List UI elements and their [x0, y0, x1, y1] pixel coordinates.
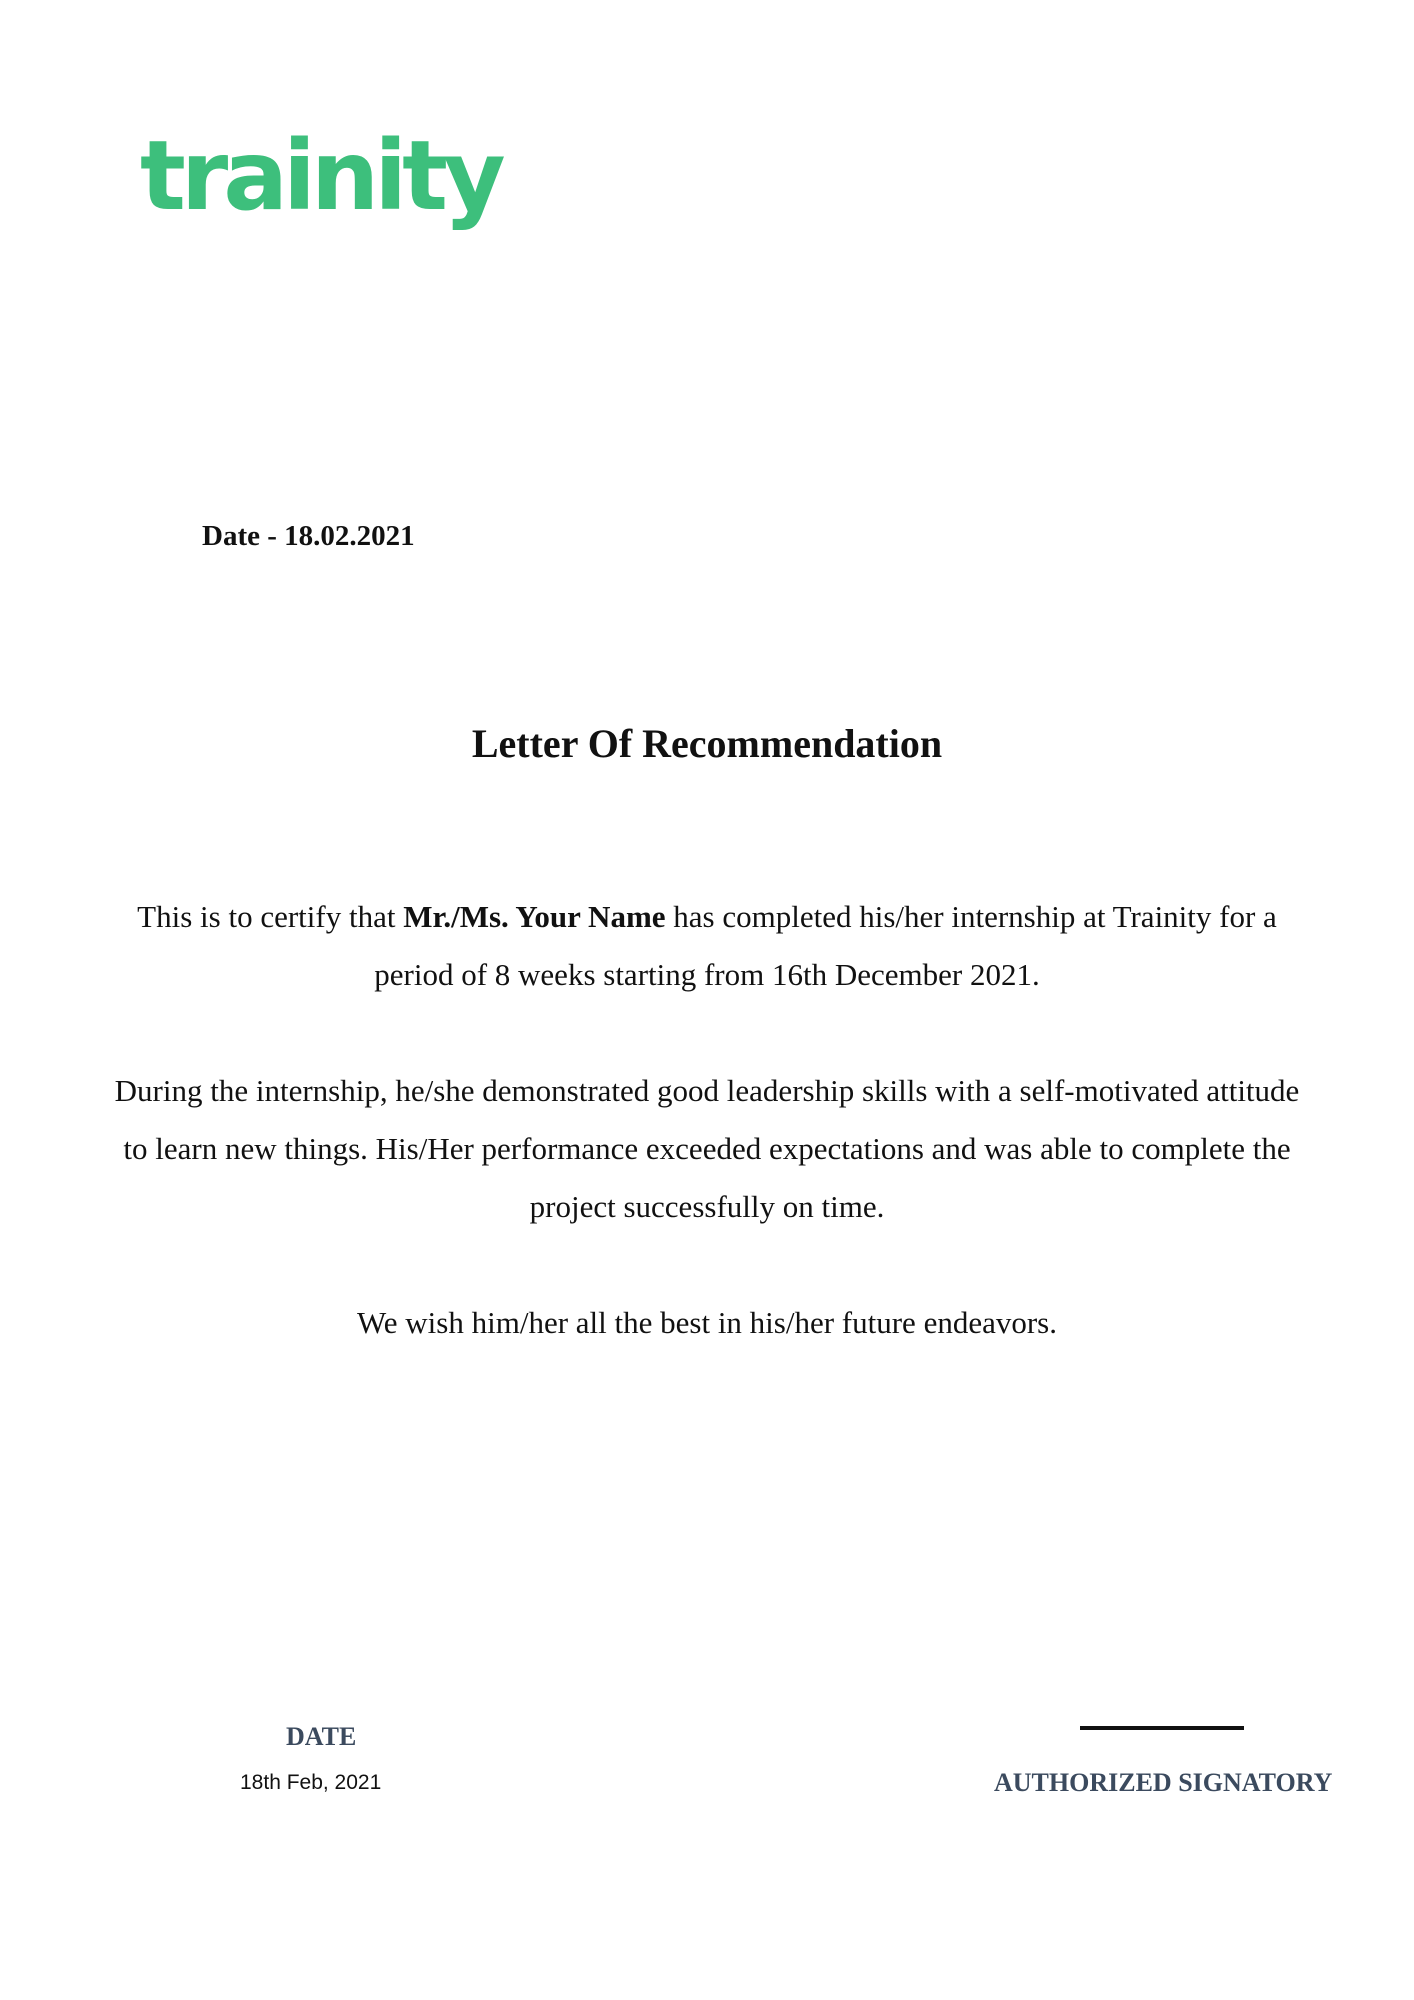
certification-prefix: This is to certify that: [137, 899, 404, 934]
closing-paragraph: We wish him/her all the best in his/her future endeavors.: [357, 1305, 1057, 1340]
letter-title: Letter Of Recommendation: [471, 721, 943, 766]
footer-date-label: DATE: [286, 1722, 357, 1751]
performance-paragraph: During the internship, he/she demonstrated good leadership skills with a self-motivated attitude to learn new things. His/Her performance exceeded expectations and was able to complete the project successfully on time.: [114, 1073, 1300, 1224]
letter-date: Date - 18.02.2021: [202, 520, 415, 552]
recipient-name: Mr./Ms. Your Name: [403, 899, 666, 934]
authorized-signatory-label: AUTHORIZED SIGNATORY: [994, 1768, 1333, 1797]
signature-line: [1080, 1726, 1244, 1730]
trainity-logo: trainity: [140, 120, 501, 232]
certification-suffix: has completed his/her internship at Trainity for a period of 8 weeks starting from 16th December 2021.: [374, 899, 1277, 992]
letter-body: [107, 888, 1307, 1352]
certification-paragraph: [107, 888, 1307, 1004]
footer-date-value: 18th Feb, 2021: [240, 1771, 382, 1794]
